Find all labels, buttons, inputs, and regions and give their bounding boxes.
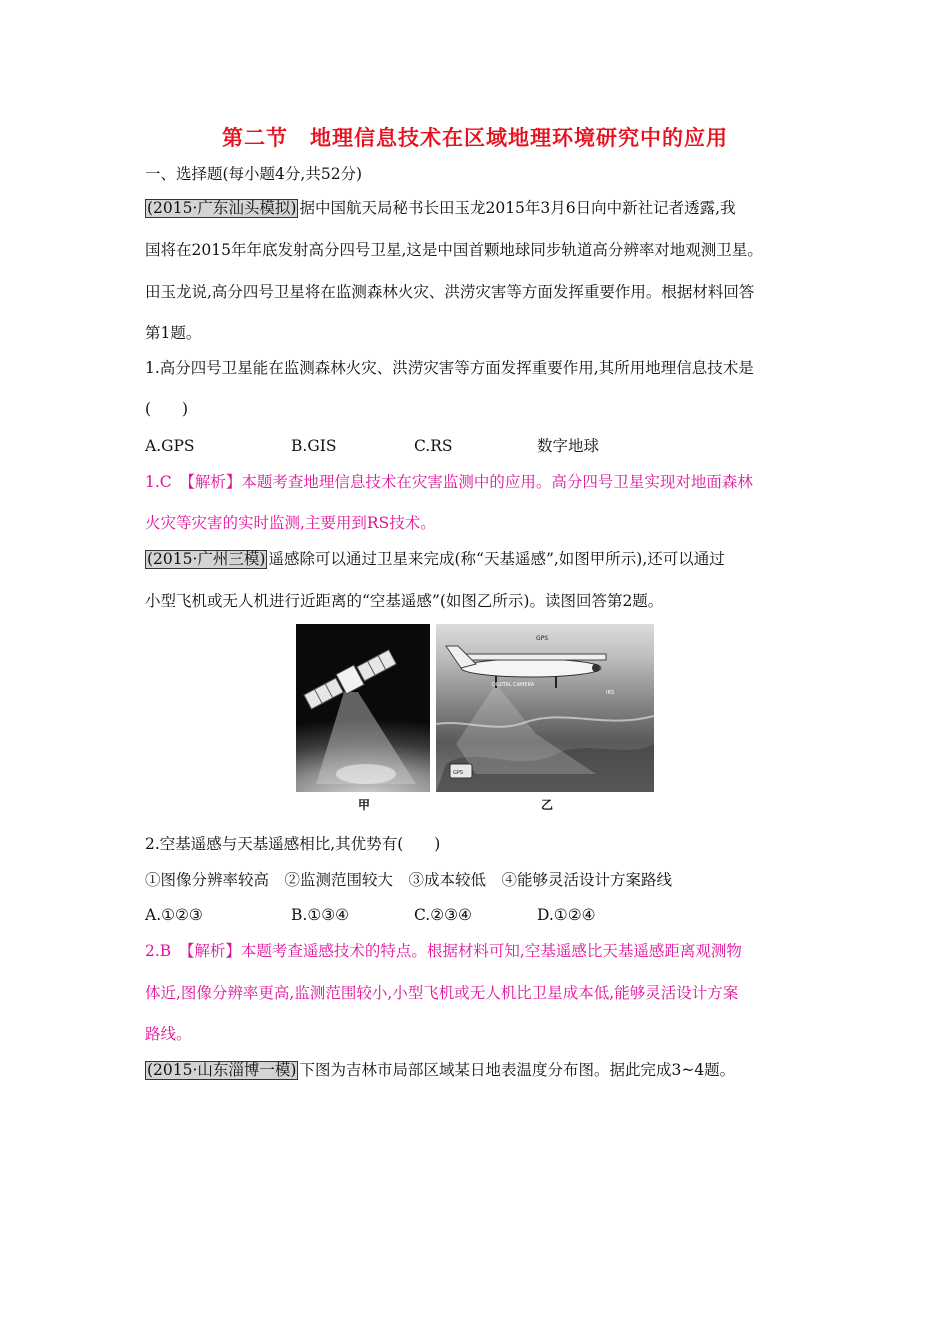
- option-a: A.①②③: [145, 906, 203, 924]
- option-c: C.②③④: [414, 906, 472, 924]
- passage-text: 遥感除可以通过卫星来完成(称“天基遥感”,如图甲所示),还可以通过: [268, 550, 725, 568]
- passage-text: 据中国航天局秘书长田玉龙2015年3月6日向中新社记者透露,我: [299, 199, 736, 217]
- answer-1-line2: 火灾等灾害的实时监测,主要用到RS技术。: [145, 514, 436, 532]
- passage1-line1: [145, 198, 815, 218]
- question-2-choices: ①图像分辨率较高 ②监测范围较大 ③成本较低 ④能够灵活设计方案路线: [145, 871, 673, 889]
- option-d: D.①②④: [537, 906, 596, 924]
- figure-caption-b: 乙: [541, 798, 554, 812]
- passage-text: 下图为吉林市局部区域某日地表温度分布图。据此完成3~4题。: [299, 1061, 736, 1079]
- aircraft-icon: [436, 624, 654, 792]
- option-c: C.RS: [414, 437, 453, 455]
- camera-label: DIGITAL CAMERA: [492, 682, 535, 688]
- satellite-image: [296, 624, 430, 792]
- gps-label-ground: GPS: [453, 770, 464, 776]
- question-2-stem: 2.空基遥感与天基遥感相比,其优势有( ): [145, 835, 441, 853]
- source-tag: (2015·广州三模): [147, 550, 266, 568]
- question-1-stem: 1.高分四号卫星能在监测森林火灾、洪涝灾害等方面发挥重要作用,其所用地理信息技术是: [145, 359, 754, 377]
- question-2-options: [145, 905, 815, 925]
- passage1-line3: 田玉龙说,高分四号卫星将在监测森林火灾、洪涝灾害等方面发挥重要作用。根据材料回答: [145, 283, 755, 301]
- page-title: 第二节 地理信息技术在区域地理环境研究中的应用: [222, 126, 728, 150]
- source-tag: (2015·广东汕头模拟): [147, 199, 297, 217]
- passage3-line1: [145, 1060, 815, 1080]
- answer-2-line2: 体近,图像分辨率更高,监测范围较小,小型飞机或无人机比卫星成本低,能够灵活设计方案: [145, 984, 739, 1002]
- section-heading: 一、选择题(每小题4分,共52分): [145, 165, 363, 183]
- option-d: 数字地球: [537, 437, 600, 455]
- answer-2-line3: 路线。: [145, 1025, 192, 1043]
- aircraft-image: [436, 624, 654, 792]
- answer-2-line1: 2.B 【解析】本题考查遥感技术的特点。根据材料可知,空基遥感比天基遥感距离观测物: [145, 942, 742, 960]
- passage2-line1: [145, 549, 815, 569]
- figure-caption-a: 甲: [358, 798, 371, 812]
- gps-label-top: GPS: [536, 635, 549, 642]
- irs-label: IRS: [606, 690, 615, 696]
- option-a: A.GPS: [145, 437, 195, 455]
- satellite-icon: [296, 624, 430, 792]
- remote-sensing-figure: [296, 624, 654, 792]
- answer-1-line1: 1.C 【解析】本题考查地理信息技术在灾害监测中的应用。高分四号卫星实现对地面森林: [145, 473, 753, 491]
- option-b: B.①③④: [291, 906, 350, 924]
- passage2-line2: 小型飞机或无人机进行近距离的“空基遥感”(如图乙所示)。读图回答第2题。: [145, 592, 664, 610]
- question-1-options: [145, 436, 815, 456]
- passage1-line2: 国将在2015年年底发射高分四号卫星,这是中国首颗地球同步轨道高分辨率对地观测卫星。: [145, 241, 763, 259]
- passage1-line4: 第1题。: [145, 324, 202, 342]
- option-b: B.GIS: [291, 437, 337, 455]
- question-1-paren: ( ): [145, 400, 189, 418]
- source-tag: (2015·山东淄博一模): [147, 1061, 297, 1079]
